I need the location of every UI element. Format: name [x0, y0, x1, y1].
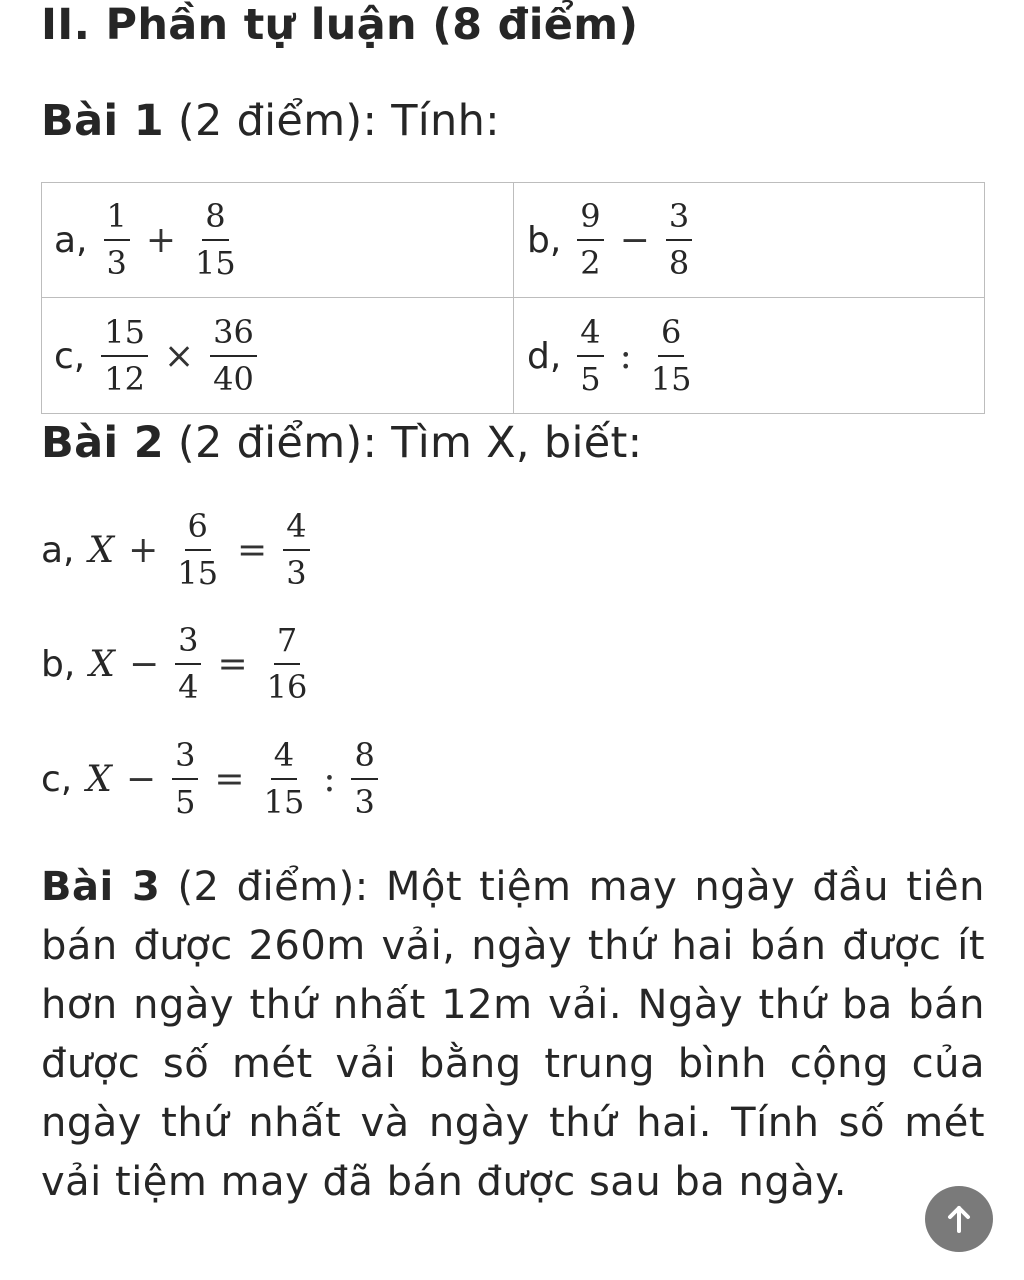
bai2-item-c: c, X − $\frac{3}{5}$ = $\frac{4}{15}$ : $\frac{8}{3}$ — [41, 729, 384, 829]
section-title: II. Phần tự luận (8 điểm) — [41, 0, 639, 50]
bai3-paragraph: Bài 3 (2 điểm): Một tiệm may ngày đầu tiên bán được 260m vải, ngày thứ hai bán được ít hơn ngày thứ nhất 12m vải. Ngày thứ ba bán được số mét vải bằng trung bình cộng của ngày thứ nhất và ngày thứ hai. Tính số mét vải tiệm may đã bán được sau ba ngày. — [41, 864, 985, 1205]
bai1-heading: Bài 1 (2 điểm): Tính: — [41, 96, 500, 146]
bai1-table — [41, 182, 985, 414]
bai2-item-a: a, X + $\frac{6}{15}$ = $\frac{4}{3}$ — [41, 500, 316, 600]
bai1-item-a: a, $\frac{1}{3}$ + $\frac{8}{15}$ — [54, 197, 236, 282]
bai2-item-b: b, X − $\frac{3}{4}$ = $\frac{7}{16}$ — [41, 621, 308, 706]
bai1-item-c: c, $\frac{15}{12}$ × $\frac{36}{40}$ — [54, 306, 263, 406]
scroll-top-button[interactable] — [925, 1186, 993, 1252]
bai1-item-d: d, $\frac{4}{5}$ : $\frac{6}{15}$ — [527, 313, 692, 398]
arrow-up-icon — [944, 1204, 974, 1234]
bai1-item-b: b, $\frac{9}{2}$ − $\frac{3}{8}$ — [527, 190, 698, 290]
bai2-heading: Bài 2 (2 điểm): Tìm X, biết: — [41, 418, 643, 468]
